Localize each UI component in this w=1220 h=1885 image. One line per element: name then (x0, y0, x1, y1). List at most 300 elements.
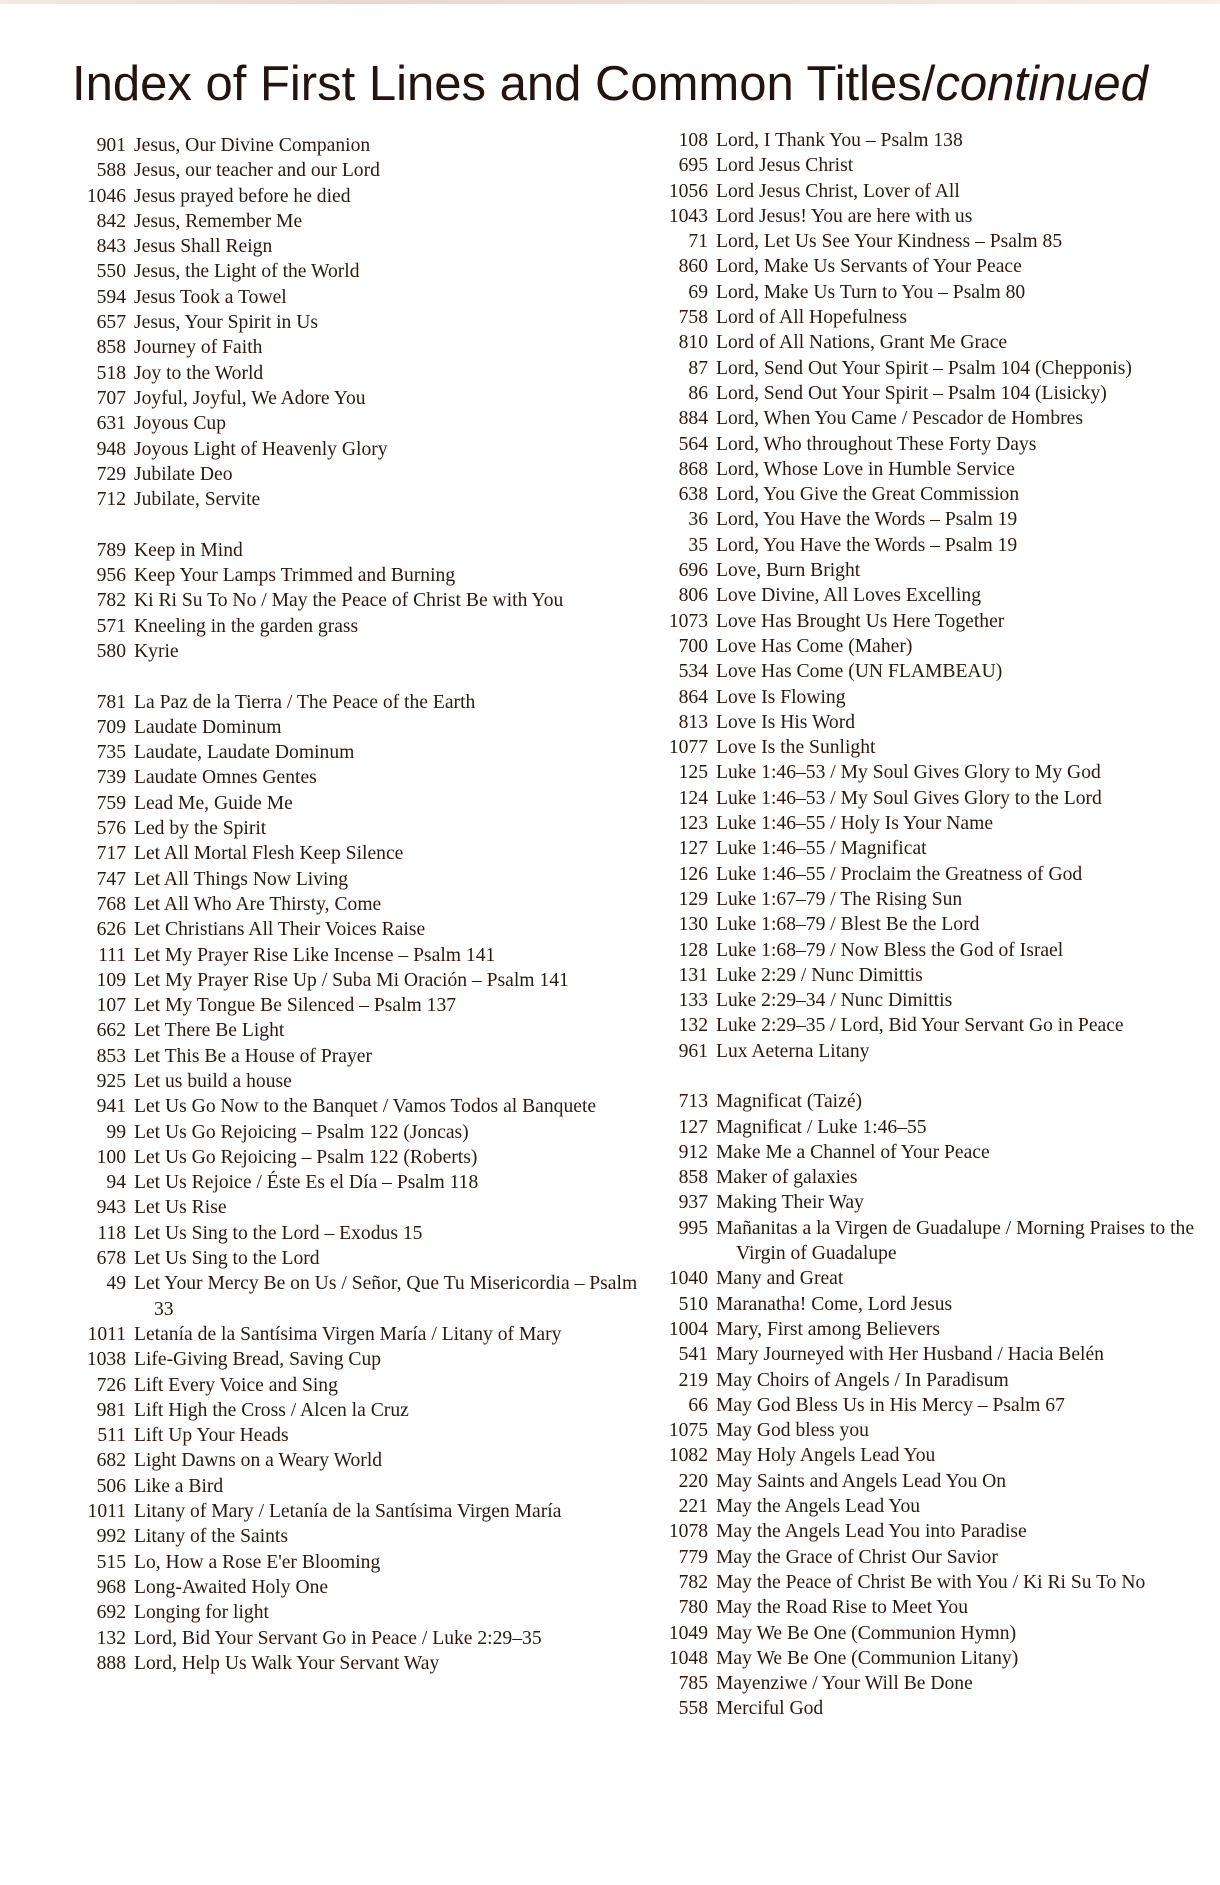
index-entry (650, 254, 1210, 279)
hymn-number: 1075 (668, 1420, 708, 1442)
hymn-number: 995 (678, 1217, 708, 1239)
hymn-number: 864 (678, 686, 708, 708)
hymn-number: 1046 (86, 185, 126, 207)
index-entry (76, 1221, 661, 1246)
index-entry (76, 1651, 661, 1676)
index-entry (76, 740, 661, 765)
index-entry (76, 892, 661, 917)
hymn-title: Let Us Go Now to the Banquet / Vamos Todos al Banquete (134, 1096, 597, 1118)
hymn-number: 132 (678, 1015, 708, 1037)
hymn-number: 937 (678, 1192, 708, 1214)
hymn-title: Mañanitas a la Virgen de Guadalupe / Morning Praises to the Virgin of Guadalupe (716, 1217, 1195, 1265)
hymn-number: 780 (678, 1597, 708, 1619)
hymn-title: Luke 1:46–55 / Magnificat (716, 838, 927, 860)
index-entry (650, 305, 1210, 330)
index-entry (650, 1469, 1210, 1494)
hymn-number: 956 (96, 565, 126, 587)
index-entry (76, 462, 661, 487)
index-entry (76, 588, 661, 613)
hymn-number: 888 (96, 1652, 126, 1674)
hymn-title: Love Is Flowing (716, 686, 846, 708)
hymn-number: 123 (678, 813, 708, 835)
index-entry (650, 760, 1210, 785)
hymn-title: Litany of the Saints (134, 1526, 289, 1548)
hymn-title: Merciful God (716, 1698, 824, 1720)
index-entry (650, 659, 1210, 684)
section-gap (650, 1064, 1210, 1089)
hymn-number: 768 (96, 893, 126, 915)
hymn-title: Let Us Sing to the Lord (134, 1248, 320, 1270)
hymn-title: Lord, Let Us See Your Kindness – Psalm 85 (716, 231, 1063, 253)
hymn-title: Luke 1:67–79 / The Rising Sun (716, 888, 963, 910)
index-entry (650, 1443, 1210, 1468)
index-entry (76, 917, 661, 942)
hymn-number: 1048 (668, 1647, 708, 1669)
section-gap (76, 664, 661, 689)
hymn-number: 713 (678, 1091, 708, 1113)
index-entry (76, 259, 661, 284)
hymn-number: 1077 (668, 737, 708, 759)
hymn-number: 219 (678, 1369, 708, 1391)
hymn-number: 868 (678, 458, 708, 480)
hymn-title: Luke 1:68–79 / Now Bless the God of Israel (716, 939, 1064, 961)
index-entry (650, 356, 1210, 381)
index-entry (76, 614, 661, 639)
index-entry (650, 457, 1210, 482)
index-entry (650, 963, 1210, 988)
hymn-title: Mary, First among Believers (716, 1318, 941, 1340)
index-entry (76, 1448, 661, 1473)
hymn-number: 968 (96, 1576, 126, 1598)
hymn-number: 510 (678, 1293, 708, 1315)
index-entry (650, 634, 1210, 659)
hymn-number: 49 (106, 1273, 126, 1295)
index-entry (76, 1069, 661, 1094)
hymn-number: 747 (96, 868, 126, 890)
hymn-title: Jesus Took a Towel (134, 286, 287, 308)
hymn-title: Lord, Bid Your Servant Go in Peace / Luke 2:29–35 (134, 1627, 542, 1649)
hymn-title: Jubilate Deo (134, 463, 233, 485)
hymn-title: Lord, You Have the Words – Psalm 19 (716, 534, 1018, 556)
hymn-title: Lord, You Have the Words – Psalm 19 (716, 509, 1018, 531)
hymn-title: Love Divine, All Loves Excelling (716, 585, 982, 607)
hymn-number: 941 (96, 1096, 126, 1118)
hymn-number: 948 (96, 438, 126, 460)
hymn-title: Lord Jesus! You are here with us (716, 205, 973, 227)
hymn-title: Make Me a Channel of Your Peace (716, 1141, 990, 1163)
hymn-title: Longing for light (134, 1602, 269, 1624)
index-entry (76, 1626, 661, 1651)
index-entry (76, 158, 661, 183)
hymn-number: 534 (678, 661, 708, 683)
index-entry (650, 1013, 1210, 1038)
index-entry (650, 583, 1210, 608)
index-entry (650, 1140, 1210, 1165)
index-entry (650, 710, 1210, 735)
hymn-title: Let Us Rejoice / Éste Es el Día – Psalm 118 (134, 1172, 479, 1194)
index-entry (650, 153, 1210, 178)
index-entry (650, 1190, 1210, 1215)
hymn-number: 87 (688, 357, 708, 379)
hymn-title: Life-Giving Bread, Saving Cup (134, 1349, 382, 1371)
hymn-title: Journey of Faith (134, 337, 263, 359)
index-entry (76, 1423, 661, 1448)
hymn-title: Let Us Go Rejoicing – Psalm 122 (Roberts) (134, 1146, 478, 1168)
hymn-title: Litany of Mary / Letanía de la Santísima Virgen María (134, 1501, 562, 1523)
hymn-number: 124 (678, 787, 708, 809)
hymn-title: Love Is the Sunlight (716, 737, 876, 759)
index-entry (650, 128, 1210, 153)
index-entry (650, 204, 1210, 229)
hymn-title: Lord of All Nations, Grant Me Grace (716, 332, 1008, 354)
hymn-title: May Holy Angels Lead You (716, 1445, 936, 1467)
index-entry (650, 735, 1210, 760)
hymn-number: 678 (96, 1248, 126, 1270)
hymn-title: Lift Up Your Heads (134, 1425, 289, 1447)
hymn-number: 1038 (86, 1349, 126, 1371)
hymn-number: 1049 (668, 1622, 708, 1644)
page-title-continued: continued (935, 57, 1148, 111)
hymn-title: Love Has Come (UN FLAMBEAU) (716, 661, 1003, 683)
hymn-title: Kyrie (134, 640, 179, 662)
hymn-title: Lord, Who throughout These Forty Days (716, 433, 1037, 455)
index-entry (650, 1621, 1210, 1646)
hymn-number: 515 (96, 1551, 126, 1573)
hymn-number: 107 (96, 995, 126, 1017)
hymn-number: 981 (96, 1399, 126, 1421)
hymn-title: Luke 1:68–79 / Blest Be the Lord (716, 914, 980, 936)
hymn-title: Lord Jesus Christ, Lover of All (716, 180, 960, 202)
index-entry (76, 1018, 661, 1043)
hymn-title: Mary Journeyed with Her Husband / Hacia Belén (716, 1344, 1104, 1366)
hymn-number: 943 (96, 1197, 126, 1219)
hymn-number: 220 (678, 1470, 708, 1492)
index-entry (650, 912, 1210, 937)
hymn-title: May the Angels Lead You into Paradise (716, 1521, 1027, 1543)
hymn-number: 69 (688, 281, 708, 303)
index-entry (650, 1089, 1210, 1114)
hymn-title: Maranatha! Come, Lord Jesus (716, 1293, 953, 1315)
index-entry (76, 310, 661, 335)
hymn-number: 1011 (87, 1323, 126, 1345)
hymn-number: 130 (678, 914, 708, 936)
hymn-number: 99 (106, 1121, 126, 1143)
index-entry (650, 811, 1210, 836)
hymn-title: Luke 2:29–35 / Lord, Bid Your Servant Go in Peace (716, 1015, 1124, 1037)
index-entry (76, 993, 661, 1018)
hymn-number: 853 (96, 1045, 126, 1067)
index-entry (650, 558, 1210, 583)
index-entry (76, 1347, 661, 1372)
hymn-number: 759 (96, 792, 126, 814)
hymn-number: 576 (96, 818, 126, 840)
hymn-title: May the Road Rise to Meet You (716, 1597, 968, 1619)
hymn-title: Magnificat (Taizé) (716, 1091, 863, 1113)
index-entry (650, 330, 1210, 355)
index-entry (76, 943, 661, 968)
index-entry (650, 1570, 1210, 1595)
hymn-number: 696 (678, 560, 708, 582)
hymn-number: 782 (96, 590, 126, 612)
index-entry (650, 1646, 1210, 1671)
hymn-number: 789 (96, 539, 126, 561)
hymn-number: 657 (96, 312, 126, 334)
hymn-number: 86 (688, 382, 708, 404)
hymn-number: 94 (106, 1172, 126, 1194)
index-entry (76, 1271, 661, 1322)
hymn-number: 806 (678, 585, 708, 607)
hymn-number: 1040 (668, 1268, 708, 1290)
hymn-number: 550 (96, 261, 126, 283)
index-entry (76, 209, 661, 234)
hymn-title: Many and Great (716, 1268, 844, 1290)
hymn-number: 1073 (668, 610, 708, 632)
index-entry (650, 1216, 1210, 1267)
hymn-number: 735 (96, 742, 126, 764)
hymn-number: 692 (96, 1602, 126, 1624)
index-entry (76, 1044, 661, 1069)
hymn-number: 781 (96, 691, 126, 713)
index-entry (650, 179, 1210, 204)
hymn-title: Light Dawns on a Weary World (134, 1450, 383, 1472)
index-entry (76, 184, 661, 209)
hymn-title: May the Angels Lead You (716, 1496, 921, 1518)
hymn-title: Jesus, Our Divine Companion (134, 135, 371, 156)
hymn-number: 901 (96, 135, 126, 156)
hymn-title: Joyful, Joyful, We Adore You (134, 387, 366, 409)
hymn-title: Luke 2:29 / Nunc Dimittis (716, 964, 923, 986)
hymn-number: 71 (688, 231, 708, 253)
hymn-title: Let My Prayer Rise Up / Suba Mi Oración – Psalm 141 (134, 969, 569, 991)
hymn-title: La Paz de la Tierra / The Peace of the Earth (134, 691, 476, 713)
hymn-number: 133 (678, 990, 708, 1012)
hymn-title: Lord of All Hopefulness (716, 307, 908, 329)
index-entry (76, 841, 661, 866)
hymn-title: Jubilate, Servite (134, 489, 261, 511)
hymn-title: Laudate Dominum (134, 716, 282, 738)
hymn-title: Magnificat / Luke 1:46–55 (716, 1116, 927, 1138)
hymn-title: Let All Who Are Thirsty, Come (134, 893, 382, 915)
hymn-title: Jesus, Your Spirit in Us (134, 312, 319, 334)
hymn-number: 961 (678, 1040, 708, 1062)
hymn-number: 717 (96, 843, 126, 865)
hymn-number: 810 (678, 332, 708, 354)
hymn-title: Lord, Make Us Servants of Your Peace (716, 256, 1022, 278)
index-entry (76, 234, 661, 259)
right-index-column (650, 128, 1210, 1722)
hymn-number: 782 (678, 1571, 708, 1593)
hymn-title: Let Your Mercy Be on Us / Señor, Que Tu Misericordia – Psalm 33 (134, 1273, 638, 1320)
hymn-title: Luke 2:29–34 / Nunc Dimittis (716, 990, 953, 1012)
hymn-number: 662 (96, 1020, 126, 1042)
index-entry (650, 609, 1210, 634)
hymn-title: Joyous Light of Heavenly Glory (134, 438, 388, 460)
index-entry (76, 1524, 661, 1549)
hymn-title: Luke 1:46–53 / My Soul Gives Glory to the Lord (716, 787, 1102, 809)
hymn-number: 1043 (668, 205, 708, 227)
hymn-number: 580 (96, 640, 126, 662)
hymn-number: 66 (688, 1394, 708, 1416)
hymn-title: May the Peace of Christ Be with You / Ki Ri Su To No (716, 1571, 1146, 1593)
hymn-number: 884 (678, 408, 708, 430)
index-entry (76, 639, 661, 664)
hymn-number: 588 (96, 160, 126, 182)
hymn-number: 564 (678, 433, 708, 455)
hymn-number: 709 (96, 716, 126, 738)
index-entry (650, 836, 1210, 861)
index-entry (650, 1696, 1210, 1721)
index-entry (76, 1550, 661, 1575)
hymn-number: 626 (96, 919, 126, 941)
index-entry (76, 1600, 661, 1625)
index-entry (650, 1418, 1210, 1443)
index-entry (650, 482, 1210, 507)
hymn-number: 594 (96, 286, 126, 308)
hymn-title: Jesus, our teacher and our Lord (134, 160, 380, 182)
index-entry (650, 1519, 1210, 1544)
index-entry (650, 381, 1210, 406)
page-title-main: Index of First Lines and Common Titles/ (72, 57, 936, 111)
hymn-title: Let Christians All Their Voices Raise (134, 919, 426, 941)
index-entry (650, 1292, 1210, 1317)
index-entry (76, 361, 661, 386)
hymn-number: 221 (678, 1496, 708, 1518)
hymn-title: Long-Awaited Holy One (134, 1576, 329, 1598)
index-entry (650, 1545, 1210, 1570)
index-entry (76, 386, 661, 411)
hymn-title: Lo, How a Rose E'er Blooming (134, 1551, 381, 1573)
hymn-title: Lord Jesus Christ (716, 155, 854, 177)
index-entry (76, 1195, 661, 1220)
hymn-title: Lord, Whose Love in Humble Service (716, 458, 1015, 480)
index-entry (76, 867, 661, 892)
index-entry (76, 968, 661, 993)
index-entry (76, 285, 661, 310)
hymn-title: Let All Things Now Living (134, 868, 349, 890)
section-gap (76, 512, 661, 537)
hymn-number: 35 (688, 534, 708, 556)
hymn-number: 127 (678, 838, 708, 860)
hymn-number: 571 (96, 615, 126, 637)
index-entry (650, 786, 1210, 811)
hymn-title: Let us build a house (134, 1070, 292, 1092)
hymn-title: Ki Ri Su To No / May the Peace of Christ Be with You (134, 590, 564, 612)
index-entry (76, 538, 661, 563)
index-entry (650, 1671, 1210, 1696)
hymn-title: Maker of galaxies (716, 1167, 858, 1189)
hymn-number: 858 (96, 337, 126, 359)
hymn-number: 125 (678, 762, 708, 784)
hymn-title: Keep in Mind (134, 539, 243, 561)
hymn-number: 813 (678, 711, 708, 733)
index-entry (650, 887, 1210, 912)
index-entry (650, 507, 1210, 532)
hymn-title: May We Be One (Communion Hymn) (716, 1622, 1017, 1644)
index-entry (76, 1145, 661, 1170)
index-entry (650, 1368, 1210, 1393)
hymn-title: Lord, I Thank You – Psalm 138 (716, 130, 963, 151)
hymn-title: Jesus prayed before he died (134, 185, 351, 207)
hymn-number: 108 (678, 130, 708, 151)
left-index-column (76, 133, 661, 1676)
index-entry (650, 1165, 1210, 1190)
hymn-number: 100 (96, 1146, 126, 1168)
index-entry (76, 133, 661, 158)
index-entry (650, 1266, 1210, 1291)
hymn-number: 912 (678, 1141, 708, 1163)
index-entry (650, 862, 1210, 887)
index-entry (650, 280, 1210, 305)
index-entry (76, 1499, 661, 1524)
hymn-title: Lord, Send Out Your Spirit – Psalm 104 (Chepponis) (716, 357, 1132, 379)
index-entry (76, 335, 661, 360)
hymn-title: Let My Tongue Be Silenced – Psalm 137 (134, 995, 457, 1017)
hymn-title: Joy to the World (134, 362, 264, 384)
hymn-number: 712 (96, 489, 126, 511)
hymn-title: May Saints and Angels Lead You On (716, 1470, 1007, 1492)
hymn-number: 758 (678, 307, 708, 329)
hymn-title: May Choirs of Angels / In Paradisum (716, 1369, 1009, 1391)
hymn-number: 682 (96, 1450, 126, 1472)
index-entry (650, 1393, 1210, 1418)
index-entry (650, 988, 1210, 1013)
index-entry (650, 406, 1210, 431)
hymn-title: Lord, Send Out Your Spirit – Psalm 104 (Lisicky) (716, 382, 1107, 404)
hymn-number: 631 (96, 413, 126, 435)
hymn-number: 638 (678, 484, 708, 506)
index-entry (76, 715, 661, 740)
hymn-number: 707 (96, 387, 126, 409)
hymn-title: Jesus, Remember Me (134, 210, 303, 232)
hymn-title: Luke 1:46–55 / Proclaim the Greatness of God (716, 863, 1083, 885)
hymn-number: 127 (678, 1116, 708, 1138)
hymn-number: 126 (678, 863, 708, 885)
hymn-number: 131 (678, 964, 708, 986)
hymn-title: Luke 1:46–55 / Holy Is Your Name (716, 813, 994, 835)
hymn-title: Lord, Make Us Turn to You – Psalm 80 (716, 281, 1026, 303)
hymn-title: Lord, You Give the Great Commission (716, 484, 1020, 506)
hymn-number: 541 (678, 1344, 708, 1366)
index-entry (76, 563, 661, 588)
hymn-number: 36 (688, 509, 708, 531)
hymn-number: 729 (96, 463, 126, 485)
hymn-title: Lift Every Voice and Sing (134, 1374, 338, 1396)
hymn-title: Lord, Help Us Walk Your Servant Way (134, 1652, 440, 1674)
index-entry (76, 816, 661, 841)
hymn-number: 518 (96, 362, 126, 384)
hymn-number: 842 (96, 210, 126, 232)
hymn-number: 506 (96, 1475, 126, 1497)
hymn-title: Lord, When You Came / Pescador de Hombres (716, 408, 1083, 430)
hymn-title: Like a Bird (134, 1475, 224, 1497)
hymn-title: Love Has Come (Maher) (716, 635, 913, 657)
hymn-title: Lift High the Cross / Alcen la Cruz (134, 1399, 409, 1421)
index-entry (76, 437, 661, 462)
index-entry (76, 1398, 661, 1423)
hymn-title: Love Is His Word (716, 711, 856, 733)
index-entry (650, 685, 1210, 710)
hymn-number: 1082 (668, 1445, 708, 1467)
index-entry (650, 229, 1210, 254)
hymn-number: 700 (678, 635, 708, 657)
hymn-title: Luke 1:46–53 / My Soul Gives Glory to My God (716, 762, 1101, 784)
hymn-title: Let My Prayer Rise Like Incense – Psalm 141 (134, 944, 496, 966)
hymn-title: Let Us Rise (134, 1197, 227, 1219)
index-entry (650, 533, 1210, 558)
hymn-number: 843 (96, 236, 126, 258)
hymn-title: Joyous Cup (134, 413, 226, 435)
hymn-number: 992 (96, 1526, 126, 1548)
